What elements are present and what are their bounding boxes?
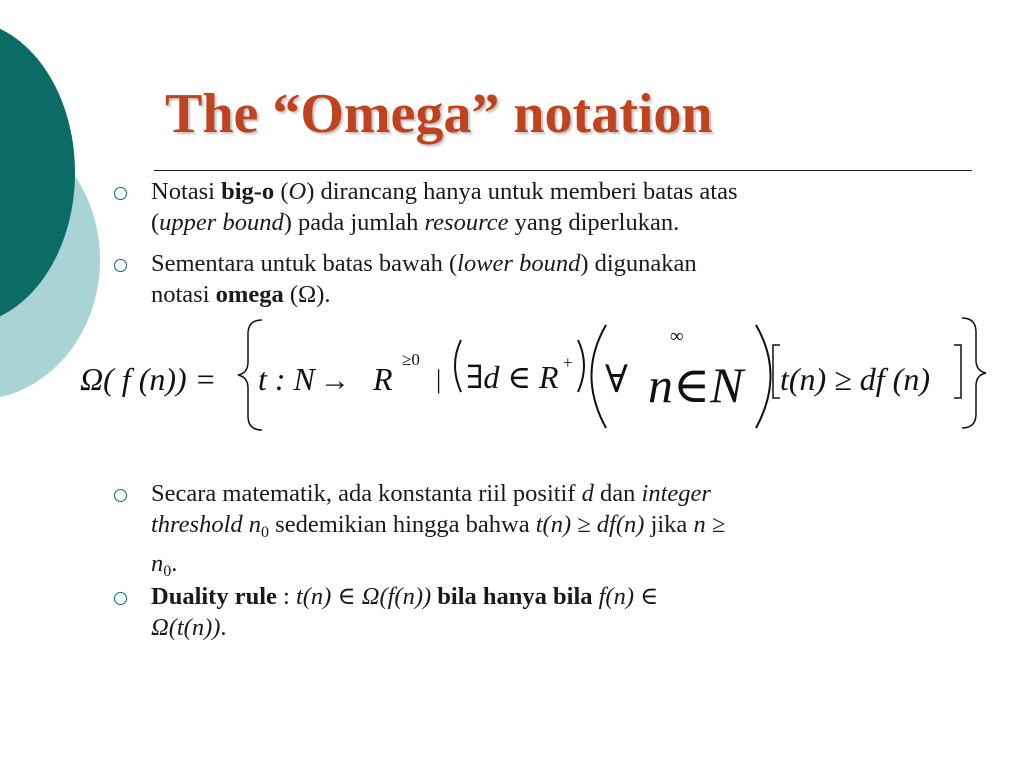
subscript: 0: [261, 524, 270, 541]
text-run: yang diperlukan.: [508, 209, 680, 236]
formula-infinity: ∞: [670, 326, 684, 347]
text-run-italic: f(n) ∈: [598, 583, 659, 610]
formula-sup-ge0: ≥0: [402, 350, 420, 369]
formula-exists: ∃d ∈ R: [466, 359, 559, 395]
formula-bracket-open: [773, 345, 780, 398]
bullet-circle-icon: [114, 592, 127, 605]
text-run-italic: integer: [641, 480, 711, 507]
text-run: (Ω).: [283, 281, 331, 308]
text-run-italic: resource: [424, 209, 509, 236]
text-run-italic: Ω(t(n)): [151, 614, 221, 641]
text-run: Sementara untuk batas bawah (: [151, 250, 458, 277]
bullet-circle-icon: [114, 489, 127, 502]
text-run: .: [220, 614, 227, 641]
omega-definition-formula: [0, 310, 1024, 440]
text-run: sedemikian hingga bahwa: [269, 511, 536, 538]
subscript: 0: [163, 563, 172, 580]
text-run-italic: d: [581, 480, 594, 507]
text-run: (: [274, 178, 289, 205]
text-run: Notasi: [151, 178, 222, 205]
text-run-bold: omega: [215, 281, 284, 308]
bullet-text: [151, 248, 966, 310]
formula-condition: t(n) ≥ df (n): [780, 361, 930, 397]
text-run: ) digunakan: [580, 250, 697, 277]
text-run-bold: Duality rule: [151, 583, 277, 610]
formula-sup-plus: +: [563, 353, 573, 372]
bullet-circle-icon: [114, 187, 127, 200]
formula-forall: ∀: [605, 359, 628, 401]
text-run: .: [171, 550, 178, 577]
bullet-text: [151, 581, 966, 643]
formula-right-brace: [962, 318, 986, 428]
text-run: :: [276, 583, 296, 610]
text-run: ) dirancang hanya untuk memberi batas atas: [306, 178, 738, 205]
text-run: jika: [644, 511, 694, 538]
bullet-text: [151, 478, 966, 587]
formula-t-colon-n: t : N: [258, 361, 315, 397]
text-run-italic: t(n) ≥ df(n): [535, 511, 645, 538]
bullet-text: [151, 176, 966, 238]
text-run: ) pada jumlah: [283, 209, 425, 236]
text-run-bold: bila hanya bila: [431, 583, 599, 610]
text-run: (: [151, 209, 160, 236]
formula-lhs: Ω( f (n)) =: [80, 361, 217, 397]
formula-paren-close: [578, 340, 584, 392]
bullet-circle-icon: [114, 259, 127, 272]
formula-n-in-n: n∈N: [648, 357, 744, 413]
formula-bar: |: [436, 365, 442, 394]
title-underline: [154, 170, 972, 171]
text-run-bold: big-o: [221, 178, 275, 205]
formula-paren-open: [455, 340, 461, 392]
text-run-italic: n ≥: [693, 511, 726, 538]
slide-title: The “Omega” notation: [165, 83, 713, 145]
formula-big-paren-close: [756, 325, 771, 428]
text-run-italic: O: [288, 178, 307, 205]
text-run-italic: threshold n: [151, 511, 262, 538]
formula-r: R: [373, 361, 393, 397]
text-run-italic: t(n) ∈ Ω(f(n)): [295, 583, 432, 610]
text-run: dan: [593, 480, 642, 507]
text-run-italic: lower bound: [457, 250, 581, 277]
formula-bracket-close: [954, 345, 961, 398]
text-run-italic: n: [151, 550, 164, 577]
text-run: Secara matematik, ada konstanta riil positif: [151, 480, 582, 507]
text-run-italic: upper bound: [159, 209, 284, 236]
formula-big-paren-open: [592, 325, 607, 428]
formula-arrow: →: [320, 364, 350, 397]
text-run: notasi: [151, 281, 216, 308]
